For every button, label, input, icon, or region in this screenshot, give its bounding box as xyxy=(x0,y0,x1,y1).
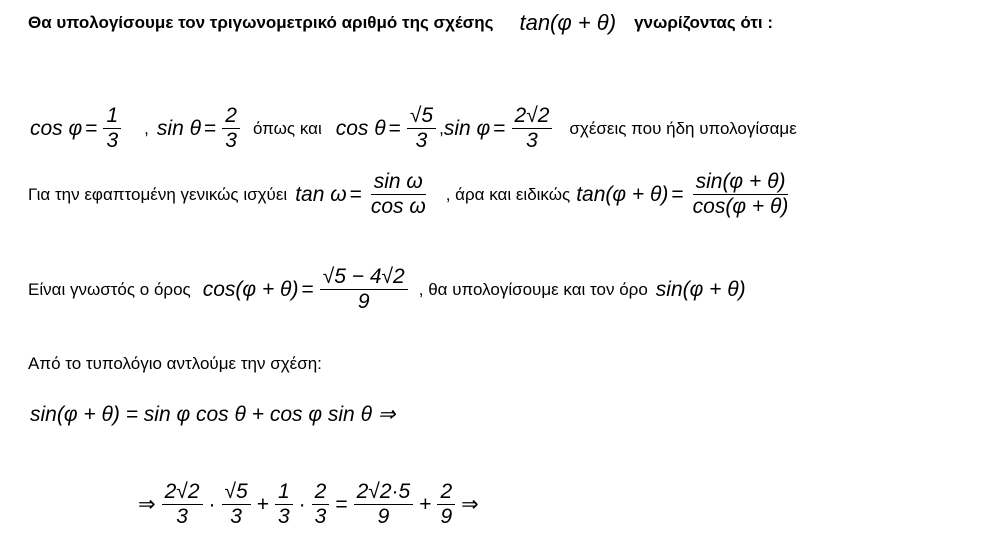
tangent-mid: , άρα και ειδικώς xyxy=(445,184,571,204)
cos-sum-numerator: √5 − 4√2 xyxy=(320,265,408,290)
fraction-6-numerator: 2 xyxy=(437,480,455,505)
tan-omega-label: tan ω xyxy=(295,182,347,206)
tan-omega-denominator: cos ω xyxy=(370,195,426,219)
fraction-5-numerator: 2√2·5 xyxy=(354,480,414,505)
tan-sum-numerator: sin(φ + θ) xyxy=(693,170,789,195)
computation-line xyxy=(135,480,482,529)
sin-theta-label: sin θ xyxy=(156,116,201,140)
cos-theta-numerator: √5 xyxy=(407,104,436,129)
cos-phi-label: cos φ xyxy=(30,116,83,140)
fraction-1-numerator: 2√2 xyxy=(162,480,203,505)
cos-phi-denominator: 3 xyxy=(106,129,119,153)
heading-line xyxy=(28,10,773,36)
cos-theta-fraction xyxy=(407,104,436,153)
heading-expression: tan(φ + θ) xyxy=(519,10,617,35)
formula-source-text: Από το τυπολόγιο αντλούμε την σχέση: xyxy=(28,354,322,373)
tan-omega-numerator: sin ω xyxy=(371,170,426,195)
sin-phi-label: sin φ xyxy=(443,116,491,140)
known-values-line: cos φ = $\frac{1}{3}$ , sin θ = $\frac{2}{3}$ όπως και cos θ = $\frac{√5}{3}$ , sin φ = $\frac{2√2}{3}$ σχέσεις που ήδη υπολογίσαμε xyxy=(30,104,797,153)
sin-theta-denominator: 3 xyxy=(225,129,237,153)
heading-text: Θα υπολογίσουμε τον τριγωνομετρικό αριθμό της σχέσης xyxy=(28,13,494,32)
fraction-6-denominator: 9 xyxy=(440,505,453,529)
known-tail-text: σχέσεις που ήδη υπολογίσαμε xyxy=(569,118,797,138)
heading-tail: γνωρίζοντας ότι : xyxy=(634,13,774,32)
plus-sign-2: + xyxy=(419,492,432,516)
tan-sum-denominator: cos(φ + θ) xyxy=(692,195,789,219)
fraction-1 xyxy=(162,480,203,529)
cos-theta-label: cos θ xyxy=(335,116,386,140)
tan-sum-label: tan(φ + θ) xyxy=(576,182,669,206)
cos-sum-intro: Είναι γνωστός ο όρος xyxy=(28,279,191,299)
fraction-4-denominator: 3 xyxy=(314,505,327,529)
fraction-2-denominator: 3 xyxy=(230,505,242,529)
cos-sum-line: Είναι γνωστός ο όρος cos(φ + θ) = $\frac{√5 - 4√2}{9}$ , θα υπολογίσουμε και τον όρο sin(φ + θ) xyxy=(28,265,746,314)
fraction-3 xyxy=(275,480,293,529)
sin-phi-fraction xyxy=(512,104,553,153)
cos-sum-label: cos(φ + θ) xyxy=(202,277,299,301)
sin-theta-numerator: 2 xyxy=(222,104,240,129)
fraction-2 xyxy=(222,480,251,529)
sin-sum-target: sin(φ + θ) xyxy=(655,277,746,301)
cos-sum-denominator: 9 xyxy=(357,290,370,314)
fraction-4 xyxy=(312,480,330,529)
sine-sum-identity: sin(φ + θ) = sin φ cos θ + cos φ sin θ ⇒ xyxy=(30,403,396,426)
plus-sign-1: + xyxy=(256,492,269,516)
fraction-2-numerator: √5 xyxy=(222,480,251,505)
multiply-dot-1: · xyxy=(208,492,216,516)
cos-sum-fraction xyxy=(320,265,408,314)
fraction-1-denominator: 3 xyxy=(176,505,188,529)
tangent-intro: Για την εφαπτομένη γενικώς ισχύει xyxy=(28,184,288,204)
tangent-line: Για την εφαπτομένη γενικώς ισχύει tan ω = $\frac{\text{sin ω}}{\text{cos ω}}$ , άρα και ειδικώς tan(φ + θ) = $\frac{\sin(\varphi + \theta)}{\cos(\varphi + \theta)}$ xyxy=(28,170,794,219)
equals-sign: = xyxy=(335,492,348,516)
connector-text: όπως και xyxy=(252,118,322,138)
sin-phi-numerator: 2√2 xyxy=(512,104,553,129)
cos-phi-numerator: 1 xyxy=(103,104,121,129)
fraction-5-denominator: 9 xyxy=(377,505,390,529)
implies-arrow-end: ⇒ xyxy=(461,493,479,517)
fraction-6 xyxy=(437,480,455,529)
multiply-dot-2: · xyxy=(298,492,306,516)
tan-omega-fraction xyxy=(368,170,429,219)
sin-phi-denominator: 3 xyxy=(526,129,538,153)
cos-theta-denominator: 3 xyxy=(415,129,428,153)
sin-theta-fraction xyxy=(222,104,240,153)
cos-sum-mid: , θα υπολογίσουμε και τον όρο xyxy=(418,279,648,299)
tan-sum-fraction xyxy=(690,170,792,219)
cos-phi-fraction xyxy=(103,104,121,153)
implies-arrow-start: ⇒ xyxy=(138,493,156,517)
fraction-4-numerator: 2 xyxy=(312,480,330,505)
fraction-3-numerator: 1 xyxy=(275,480,293,505)
fraction-5 xyxy=(354,480,414,529)
fraction-3-denominator: 3 xyxy=(277,505,290,529)
